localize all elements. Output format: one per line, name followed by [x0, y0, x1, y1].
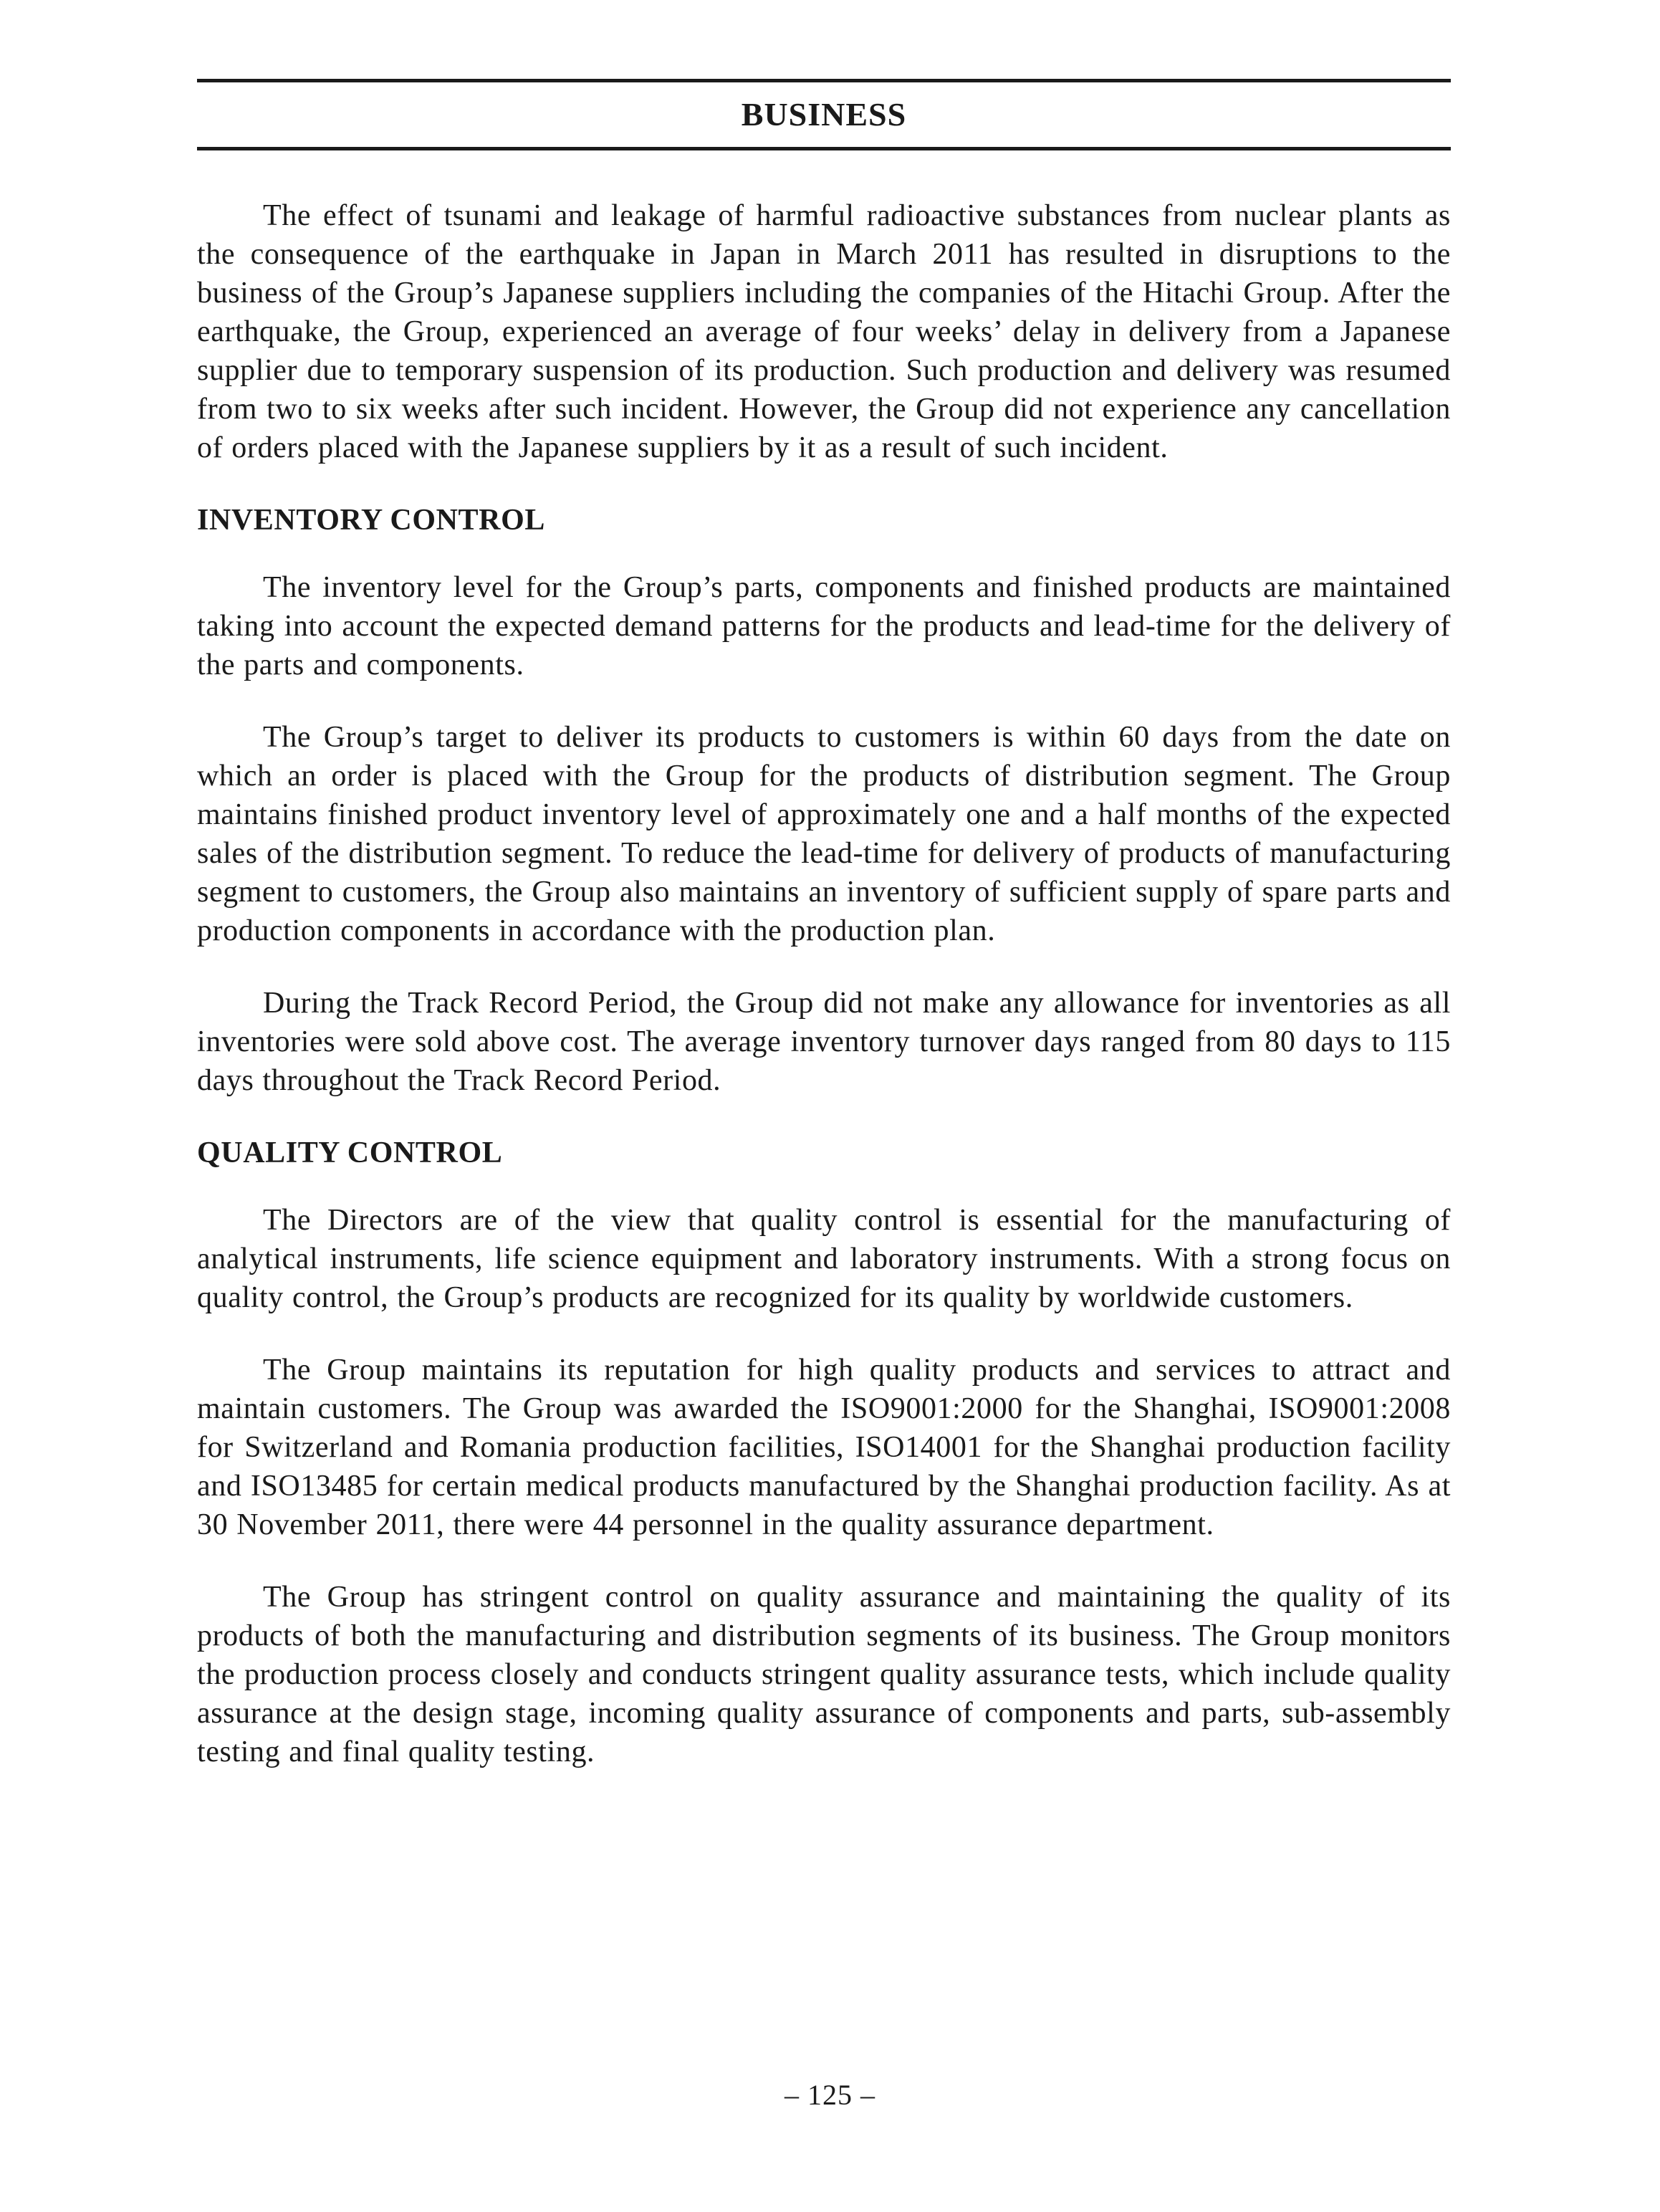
heading-quality-control: QUALITY CONTROL: [197, 1136, 503, 1169]
page-header-title: BUSINESS: [741, 96, 907, 133]
paragraph-inventory-level: The inventory level for the Group’s parts, components and finished products are maintained taking into account the expected demand patterns for the products and lead-time for the delivery of the parts and components.: [197, 571, 1451, 681]
paragraph-inventory-allowance: During the Track Record Period, the Group did not make any allowance for inventories as all inventories were sold above cost. The average inventory turnover days ranged from 80 days to 115 days throughout the Track Record Period.: [197, 987, 1451, 1097]
page-number: – 125 –: [785, 2079, 875, 2111]
heading-inventory-control: INVENTORY CONTROL: [197, 504, 545, 537]
paragraph-quality-view: The Directors are of the view that quality control is essential for the manufacturing of analytical instruments, life science equipment and laboratory instruments. With a strong focus on quality control, the Group’s products are recognized for its quality by worldwide customers.: [197, 1204, 1451, 1314]
paragraph-quality-reputation: The Group maintains its reputation for high quality products and services to attract and maintain customers. The Group was awarded the ISO9001:2000 for the Shanghai, ISO9001:2008 for Switzerland and Romania production facilities, ISO14001 for the Shanghai production facility and ISO13485 for certain medical products manufactured by the Shanghai production facility. As at 30 November 2011, there were 44 personnel in the quality assurance department.: [197, 1354, 1451, 1541]
document-body: [197, 196, 1451, 1771]
paragraph-delivery-target: The Group’s target to deliver its products to customers is within 60 days from the date on which an order is placed with the Group for the products of distribution segment. The Group maintains finished product inventory level of approximately one and a half months of the expected sales of the distribution segment. To reduce the lead-time for delivery of products of manufacturing segment to customers, the Group also maintains an inventory of sufficient supply of spare parts and production components in accordance with the production plan.: [197, 721, 1451, 947]
header-bottom-rule: [197, 147, 1451, 150]
paragraph-tsunami-effect: The effect of tsunami and leakage of harmful radioactive substances from nuclear plants as the consequence of the earthquake in Japan in March 2011 has resulted in disruptions to the business of the Group’s Japanese suppliers including the companies of the Hitachi Group. After the earthquake, the Group, experienced an average of four weeks’ delay in delivery from a Japanese supplier due to temporary suspension of its production. Such production and delivery was resumed from two to six weeks after such incident. However, the Group did not experience any cancellation of orders placed with the Japanese suppliers by it as a result of such incident.: [197, 199, 1451, 464]
document-page: [197, 79, 1451, 1805]
paragraph-quality-stringent: The Group has stringent control on quality assurance and maintaining the quality of its products of both the manufacturing and distribution segments of its business. The Group monitors the production process closely and conducts stringent quality assurance tests, which include quality assurance at the design stage, incoming quality assurance of components and parts, sub-assembly testing and final quality testing.: [197, 1581, 1451, 1768]
